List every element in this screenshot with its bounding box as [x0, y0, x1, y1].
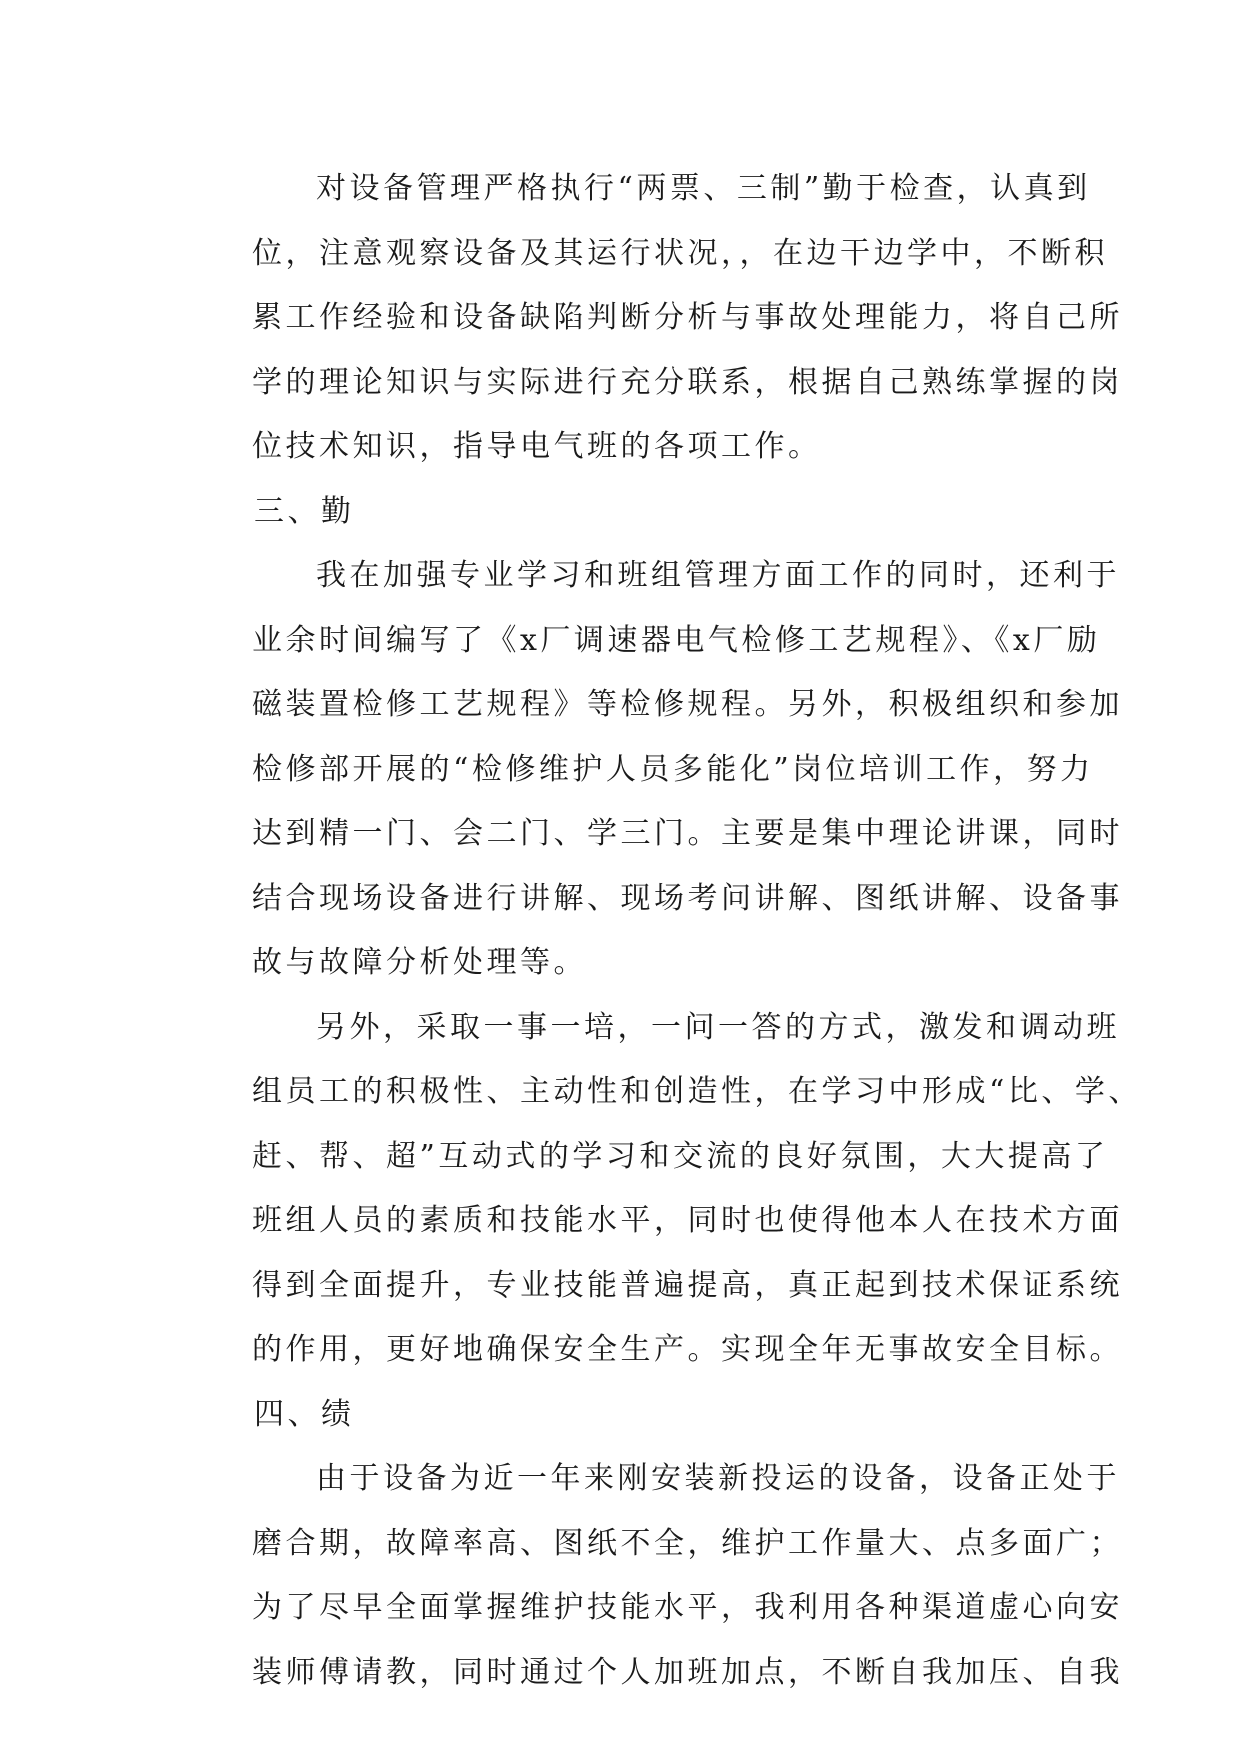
text-line: 的作用，更好地确保安全生产。实现全年无事故安全目标。 — [252, 1332, 1123, 1367]
text-line: 检修部开展的“检修维护人员多能化”岗位培训工作，努力 — [252, 751, 1094, 787]
paragraph-team-motivation — [190, 996, 1142, 1383]
text-line: 磁装置检修工艺规程》等检修规程。另外，积极组织和参加 — [252, 687, 1123, 722]
text-line: 故与故障分析处理等。 — [252, 945, 587, 980]
section-heading-achievements: 四、绩 — [254, 1396, 355, 1432]
text-line: 对设备管理严格执行“两票、三制”勤于检查，认真到 — [316, 171, 1091, 206]
text-line: 学的理论知识与实际进行充分联系，根据自己熟练掌握的岗 — [252, 364, 1123, 400]
text-line: 由于设备为近一年来刚安装新投运的设备，设备正处于 — [316, 1461, 1120, 1496]
paragraph-new-equipment — [190, 1447, 1123, 1705]
text-line: 组员工的积极性、主动性和创造性，在学习中形成“比、学、 — [252, 1074, 1142, 1109]
paragraph-study-and-training — [190, 544, 1123, 996]
text-line: 结合现场设备进行讲解、现场考问讲解、图纸讲解、设备事 — [252, 880, 1123, 916]
text-line: 班组人员的素质和技能水平，同时也使得他本人在技术方面 — [252, 1203, 1123, 1238]
text-line: 为了尽早全面掌握维护技能水平，我利用各种渠道虚心向安 — [252, 1590, 1123, 1625]
text-line: 磨合期，故障率高、图纸不全，维护工作量大、点多面广； — [252, 1525, 1123, 1561]
paragraph-equipment-management — [190, 157, 1123, 480]
text-line: 赶、帮、超”互动式的学习和交流的良好氛围，大大提高了 — [252, 1138, 1109, 1174]
text-line: 装师傅请教，同时通过个人加班加点，不断自我加压、自我 — [252, 1654, 1123, 1690]
text-line: 累工作经验和设备缺陷判断分析与事故处理能力，将自己所 — [252, 300, 1123, 335]
section-heading-diligence: 三、勤 — [254, 493, 355, 529]
text-line: 得到全面提升，专业技能普遍提高，真正起到技术保证系统 — [252, 1267, 1123, 1303]
text-line: 达到精一门、会二门、学三门。主要是集中理论讲课，同时 — [252, 816, 1123, 851]
text-line: 另外，采取一事一培，一问一答的方式，激发和调动班 — [316, 1009, 1120, 1045]
text-line: 位技术知识，指导电气班的各项工作。 — [252, 429, 822, 464]
text-line: 位，注意观察设备及其运行状况，，在边干边学中，不断积 — [252, 235, 1108, 271]
text-line: 业余时间编写了《x厂调速器电气检修工艺规程》、《x厂励 — [252, 622, 1101, 658]
document-body — [190, 157, 1142, 1705]
text-line: 我在加强专业学习和班组管理方面工作的同时，还利于 — [316, 558, 1120, 593]
